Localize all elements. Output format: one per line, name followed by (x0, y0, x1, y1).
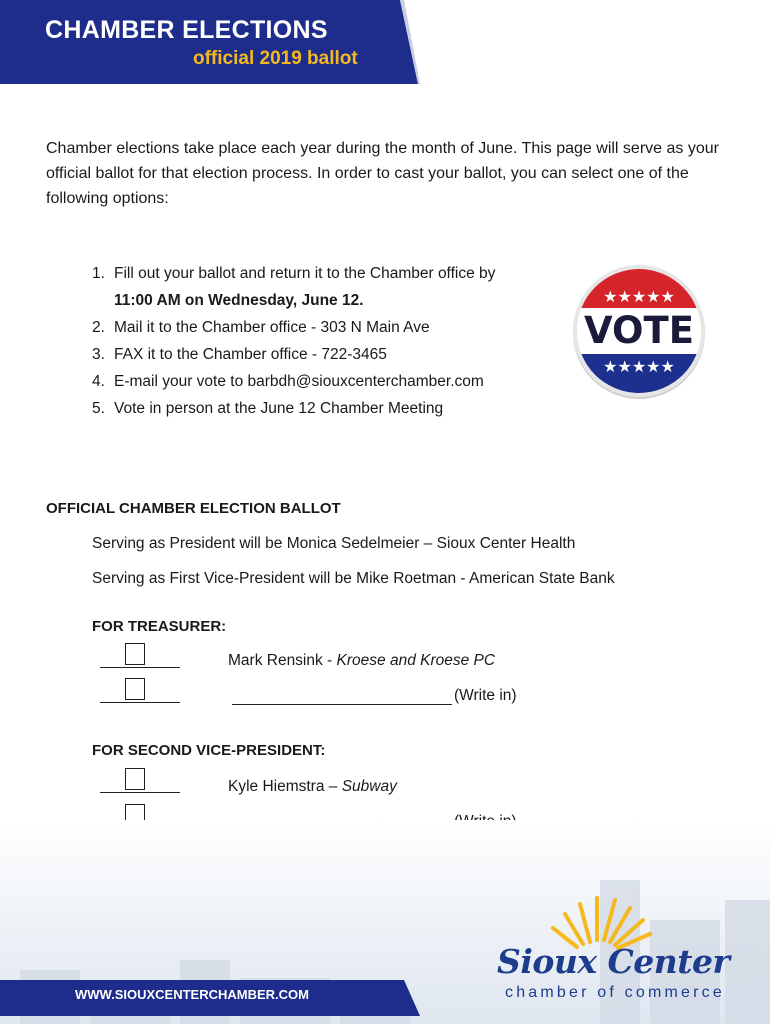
page-subtitle: official 2019 ballot (193, 48, 358, 69)
list-item: 2. Mail it to the Chamber office - 303 N Main Ave (92, 319, 430, 336)
svg-text:★★★★★: ★★★★★ (603, 287, 675, 306)
list-item: 3. FAX it to the Chamber office - 722-3465 (92, 346, 387, 363)
vote-badge-icon (570, 262, 708, 400)
blank-line (100, 792, 180, 793)
treasurer-candidate-checkbox[interactable] (125, 643, 145, 665)
logo-tagline: chamber of commerce (505, 984, 725, 1001)
write-in-label: (Write in) (454, 687, 517, 704)
blank-line (100, 667, 180, 668)
first-vp-statement: Serving as First Vice-President will be Mike Roetman - American State Bank (92, 570, 615, 587)
intro-paragraph: Chamber elections take place each year during the month of June. This page will serve as your official ballot for that election process. In order to cast your ballot, you can select one of the following options: (46, 140, 719, 207)
deadline-text: 11:00 AM on Wednesday, June 12. (114, 292, 364, 309)
president-statement: Serving as President will be Monica Sedelmeier – Sioux Center Health (92, 535, 576, 552)
second-vp-candidate-checkbox[interactable] (125, 768, 145, 790)
ballot-title: OFFICIAL CHAMBER ELECTION BALLOT (46, 500, 341, 517)
treasurer-heading: FOR TREASURER: (92, 618, 227, 635)
page-title: CHAMBER ELECTIONS (45, 16, 328, 44)
blank-line (100, 702, 180, 703)
svg-text:★★★★★: ★★★★★ (603, 357, 675, 376)
website-link[interactable]: WWW.SIOUXCENTERCHAMBER.COM (75, 987, 309, 1002)
second-vp-candidate: Kyle Hiemstra – Subway (228, 778, 397, 795)
voting-options-list (92, 260, 562, 422)
logo-name: Sioux Center (497, 942, 730, 981)
list-item: 4. E-mail your vote to barbdh@siouxcenterchamber.com (92, 373, 484, 390)
treasurer-write-in-checkbox[interactable] (125, 678, 145, 700)
treasurer-candidate: Mark Rensink - Kroese and Kroese PC (228, 652, 496, 669)
second-vp-heading: FOR SECOND VICE-PRESIDENT: (92, 742, 326, 759)
svg-text:VOTE: VOTE (584, 309, 694, 352)
list-item: 1. Fill out your ballot and return it to the Chamber office by (92, 265, 496, 282)
treasurer-write-in-field[interactable] (232, 704, 452, 705)
list-item: 5. Vote in person at the June 12 Chamber Meeting (92, 400, 444, 417)
